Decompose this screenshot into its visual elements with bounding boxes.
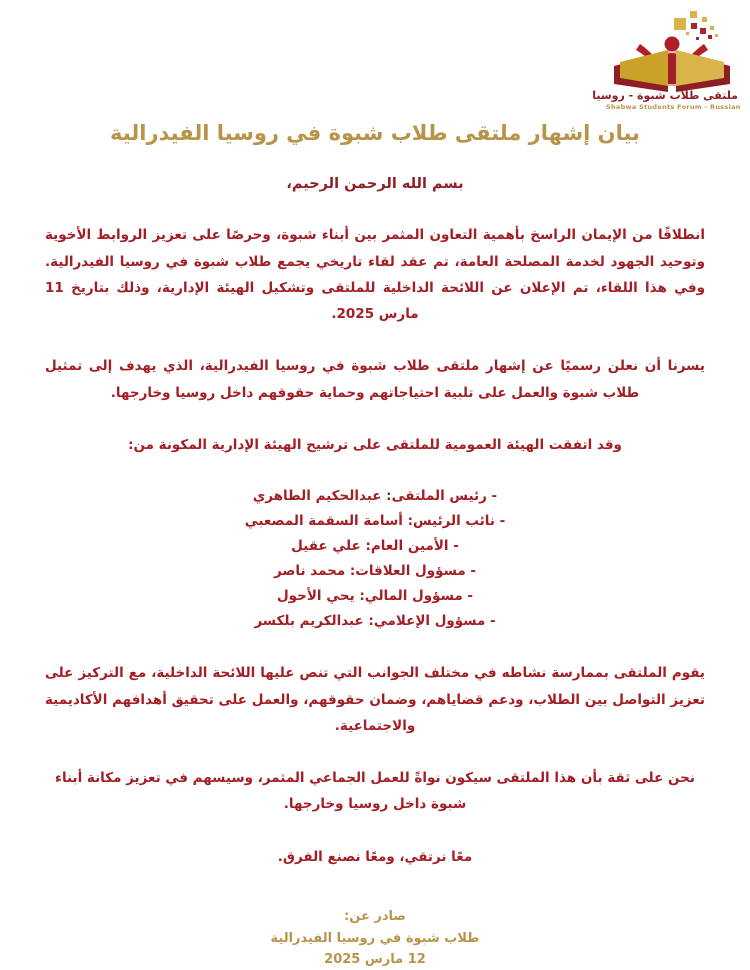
logo-square-icon xyxy=(674,18,686,30)
organization-logo xyxy=(592,6,741,111)
logo-mark xyxy=(612,6,732,94)
paragraph-confidence: نحن على ثقة بأن هذا الملتقى سيكون نواةً للعمل الجماعي المثمر، وسيسهم في تعزيز مكانة أبناء شبوة داخل روسيا وخارجها. xyxy=(55,770,695,813)
list-item: - مسؤول المالي: يحي الأحول xyxy=(276,588,474,605)
paragraph-announcement: يسرنا أن نعلن رسميًا عن إشهار ملتقى طلاب شبوة في روسيا الفيدرالية، الذي يهدف إلى تمثيل طلاب شبوة والعمل على تلبية احتياجاتهم وحماية حقوقهم داخل روسيا وخارجها. xyxy=(45,358,705,401)
basmala-line: بسم الله الرحمن الرحيم، xyxy=(286,176,464,193)
paragraph-intro: انطلاقًا من الإيمان الراسخ بأهمية التعاون المثمر بين أبناء شبوة، وحرصًا على تعزيز الروابط الأخوية وتوحيد الجهود لخدمة المصلحة العامة، تم عقد لقاء تاريخي يجمع طلاب شبوة في روسيا الفيدرالية. وفي هذا اللقاء، تم الإعلان عن اللائحة الداخلية للملتقى وتشكيل الهيئة الإدارية، وذلك بتاريخ 11 مارس 2025. xyxy=(45,227,705,323)
page-title: بيان إشهار ملتقى طلاب شبوة في روسيا الفيدرالية xyxy=(110,121,640,145)
paragraph-board-intro: وقد اتفقت الهيئة العمومية للملتقى على ترشيح الهيئة الإدارية المكونة من: xyxy=(128,437,622,454)
list-item: - الأمين العام: علي عقيل xyxy=(291,538,459,555)
document-body xyxy=(45,118,705,970)
signature-date: 12 مارس 2025 xyxy=(324,951,426,967)
logo-name-arabic: ملتقى طلاب شبوة - روسيا xyxy=(592,89,738,102)
logo-name-english: Shabwa Students Forum - Russian xyxy=(606,102,741,111)
list-item: - نائب الرئيس: أسامة السقمة المصعبي xyxy=(244,513,506,530)
signature-issuer: طلاب شبوة في روسيا الفيدرالية xyxy=(270,930,480,946)
signature-label: صادر عن: xyxy=(344,909,406,925)
list-item: - مسؤول الإعلامي: عبدالكريم بلكسر xyxy=(254,613,496,630)
paragraph-slogan: معًا نرتقي، ومعًا نصنع الفرق. xyxy=(277,848,473,865)
paragraph-activities: يقوم الملتقى بممارسة نشاطه في مختلف الجوانب التي تنص عليها اللائحة الداخلية، مع التركيز على تعزيز التواصل بين الطلاب، ودعم قضاياهم، وضمان حقوقهم، والعمل على تحقيق أهدافهم الأكاديمية والاجتماعية. xyxy=(45,665,705,734)
list-item: - مسؤول العلاقات: محمد ناصر xyxy=(273,563,477,580)
logo-figure-head-icon xyxy=(665,37,680,52)
logo-graphic xyxy=(612,6,732,94)
signature-block xyxy=(45,906,705,970)
list-item: - رئيس الملتقى: عبدالحكيم الطاهري xyxy=(252,488,498,505)
board-members-list xyxy=(45,484,705,634)
